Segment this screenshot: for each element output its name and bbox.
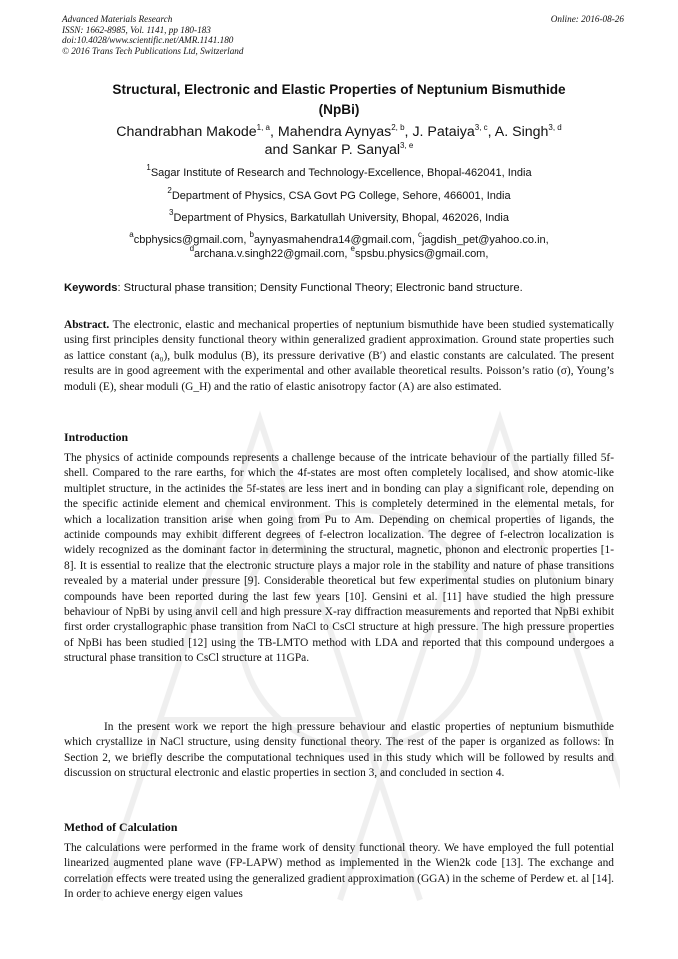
email-line-2: [40, 243, 638, 262]
email-address[interactable]: archana.v.singh22@gmail.com,: [194, 247, 351, 260]
title-line-1: Structural, Electronic and Elastic Properties of Neptunium Bismuthide: [112, 82, 566, 97]
affiliation-number: 3: [169, 208, 174, 217]
author-sup: 3, d: [548, 123, 562, 132]
affiliation-3: [40, 208, 638, 226]
author-name: J. Pataiya: [412, 124, 475, 140]
affiliation-text: Sagar Institute of Research and Technology-Excellence, Bhopal-462041, India: [150, 167, 532, 179]
author-separator: ,: [270, 124, 278, 140]
email-address[interactable]: spsbu.physics@gmail.com,: [354, 247, 489, 260]
title-line-2: (NpBi): [318, 102, 360, 117]
abstract: [64, 318, 614, 395]
affiliation-1: [40, 163, 638, 181]
abstract-text: The electronic, elastic and mechanical properties of neptunium bismuthide have been studied systematically using first principles density functional theory within generalized gradient approximation. Ground state properties such as lattice constant (a₀), bulk modulus (B), its pressure derivative (B′) and elastic constants are calculated. The present results are in good agreement with the experimental and other available theoretical results. Poisson’s ratio (σ), Young’s moduli (E), shear moduli (G_H) and the ratio of elastic anisotropy factor (A) are also estimated.: [64, 319, 614, 393]
section-heading-method: Method of Calculation: [64, 820, 178, 834]
author-name: Chandrabhan Makode: [116, 124, 257, 140]
author-line-1: [40, 123, 638, 141]
journal-header: [62, 14, 624, 56]
author-name: A. Singh: [494, 124, 549, 140]
email-address[interactable]: cbphysics@gmail.com,: [133, 234, 250, 246]
email-address[interactable]: jagdish_pet@yahoo.co.in,: [421, 234, 549, 246]
author-sup: 3, c: [474, 123, 488, 132]
author-sup: 2, b: [391, 123, 405, 132]
email-sup: a: [129, 230, 134, 239]
affiliation-number: 2: [167, 186, 172, 195]
issn-line: ISSN: 1662-8985, Vol. 1141, pp 180-183: [62, 24, 211, 35]
author-name: Mahendra Aynyas: [277, 124, 392, 140]
introduction-paragraph-1: The physics of actinide compounds represents a challenge because of the intricate behaviour of the partially filled 5f-shell. Compared to the rare earths, for which the 4f-states are most often completely localised, and show atomic-like multiplet structure, in the actinides the 5f-states are less inert and in bonding can play a significant role, depending on the specific actinide element and chemical environment. This is completely determined in the elemental metals, for which a localization transition arise when going from Pu to Am. Depending on chemical properties of ligands, the actinide compounds may exhibit different degrees of f-electron localization. The degree of f-electron localization is widely recognized as the dominant factor in determining the structural, magnetic, phonon and electronic properties [1-8]. It is essential to realize that the electronic structure plays a major role in the stability and nature of phase transitions revealed by a material under pressure [9]. Considerable theoretical but few experimental studies on plutonium binary compounds have been reported during the last few years [10]. Gensini et al. [11] have studied the high pressure behaviour of NpBi by using anvil cell and high pressure X-ray diffraction measurements and reported that NpBi exhibit first order crystallographic phase transition from NaCl to CsCl structure at high pressure. The high pressure properties of NpBi has been studied [12] using the TB-LMTO method with LDA and reported that this compound undergoes a structural phase transition to CsCl structure at 11GPa.: [64, 452, 614, 665]
section-heading-introduction: Introduction: [64, 430, 129, 444]
email-line-1: [40, 230, 638, 248]
copyright-line: © 2016 Trans Tech Publications Ltd, Switzerland: [62, 45, 244, 56]
online-date: Online: 2016-08-26: [550, 14, 624, 24]
keywords-text: : Structural phase transition; Density Functional Theory; Electronic band structure.: [117, 282, 523, 294]
author-conjunction: and: [264, 142, 289, 159]
author-line-2: [40, 141, 638, 159]
email-sup: b: [249, 230, 254, 239]
email-sup: d: [189, 243, 195, 253]
author-sup: 3, e: [400, 141, 414, 151]
email-sup: c: [417, 230, 422, 239]
author-separator: ,: [404, 124, 413, 140]
paper-title: [40, 80, 638, 120]
keywords-label: Keywords: [64, 282, 118, 294]
affiliation-number: 1: [146, 163, 151, 172]
affiliation-2: [40, 186, 638, 204]
keywords: [64, 281, 624, 295]
abstract-label: Abstract.: [64, 319, 110, 331]
author-sup: 1, a: [256, 123, 270, 132]
email-sup: e: [350, 243, 355, 253]
author-separator: ,: [487, 124, 495, 140]
author-list: [40, 123, 638, 160]
email-address[interactable]: aynyasmahendra14@gmail.com,: [253, 234, 418, 246]
method-paragraph-1: The calculations were performed in the frame work of density functional theory. We have employed the full potential linearized augmented plane wave (FP-LAPW) method as implemented in the Wien2k code [13]. The exchange and correlation effects were treated using the generalized gradient approximation (GGA) in the scheme of Perdew et. al [14]. In order to achieve energy eigen values: [64, 842, 614, 901]
affiliation-text: Department of Physics, Barkatullah University, Bhopal, 462026, India: [173, 212, 509, 224]
affiliation-text: Department of Physics, CSA Govt PG College, Sehore, 466001, India: [171, 190, 511, 202]
journal-name: Advanced Materials Research: [62, 14, 173, 24]
introduction-paragraph-2: In the present work we report the high pressure behaviour and elastic properties of neptunium bismuthide which crystallize in NaCl structure, using density functional theory. The rest of the paper is organized as follows: In Section 2, we briefly describe the computational techniques used in this study which will be followed by results and discussion on structural electronic and elastic properties in section 3, and concluded in section 4.: [64, 721, 614, 780]
doi-line: doi:10.4028/www.scientific.net/AMR.1141.180: [62, 35, 234, 46]
email-block: [40, 230, 638, 261]
author-name: Sankar P. Sanyal: [292, 142, 401, 159]
